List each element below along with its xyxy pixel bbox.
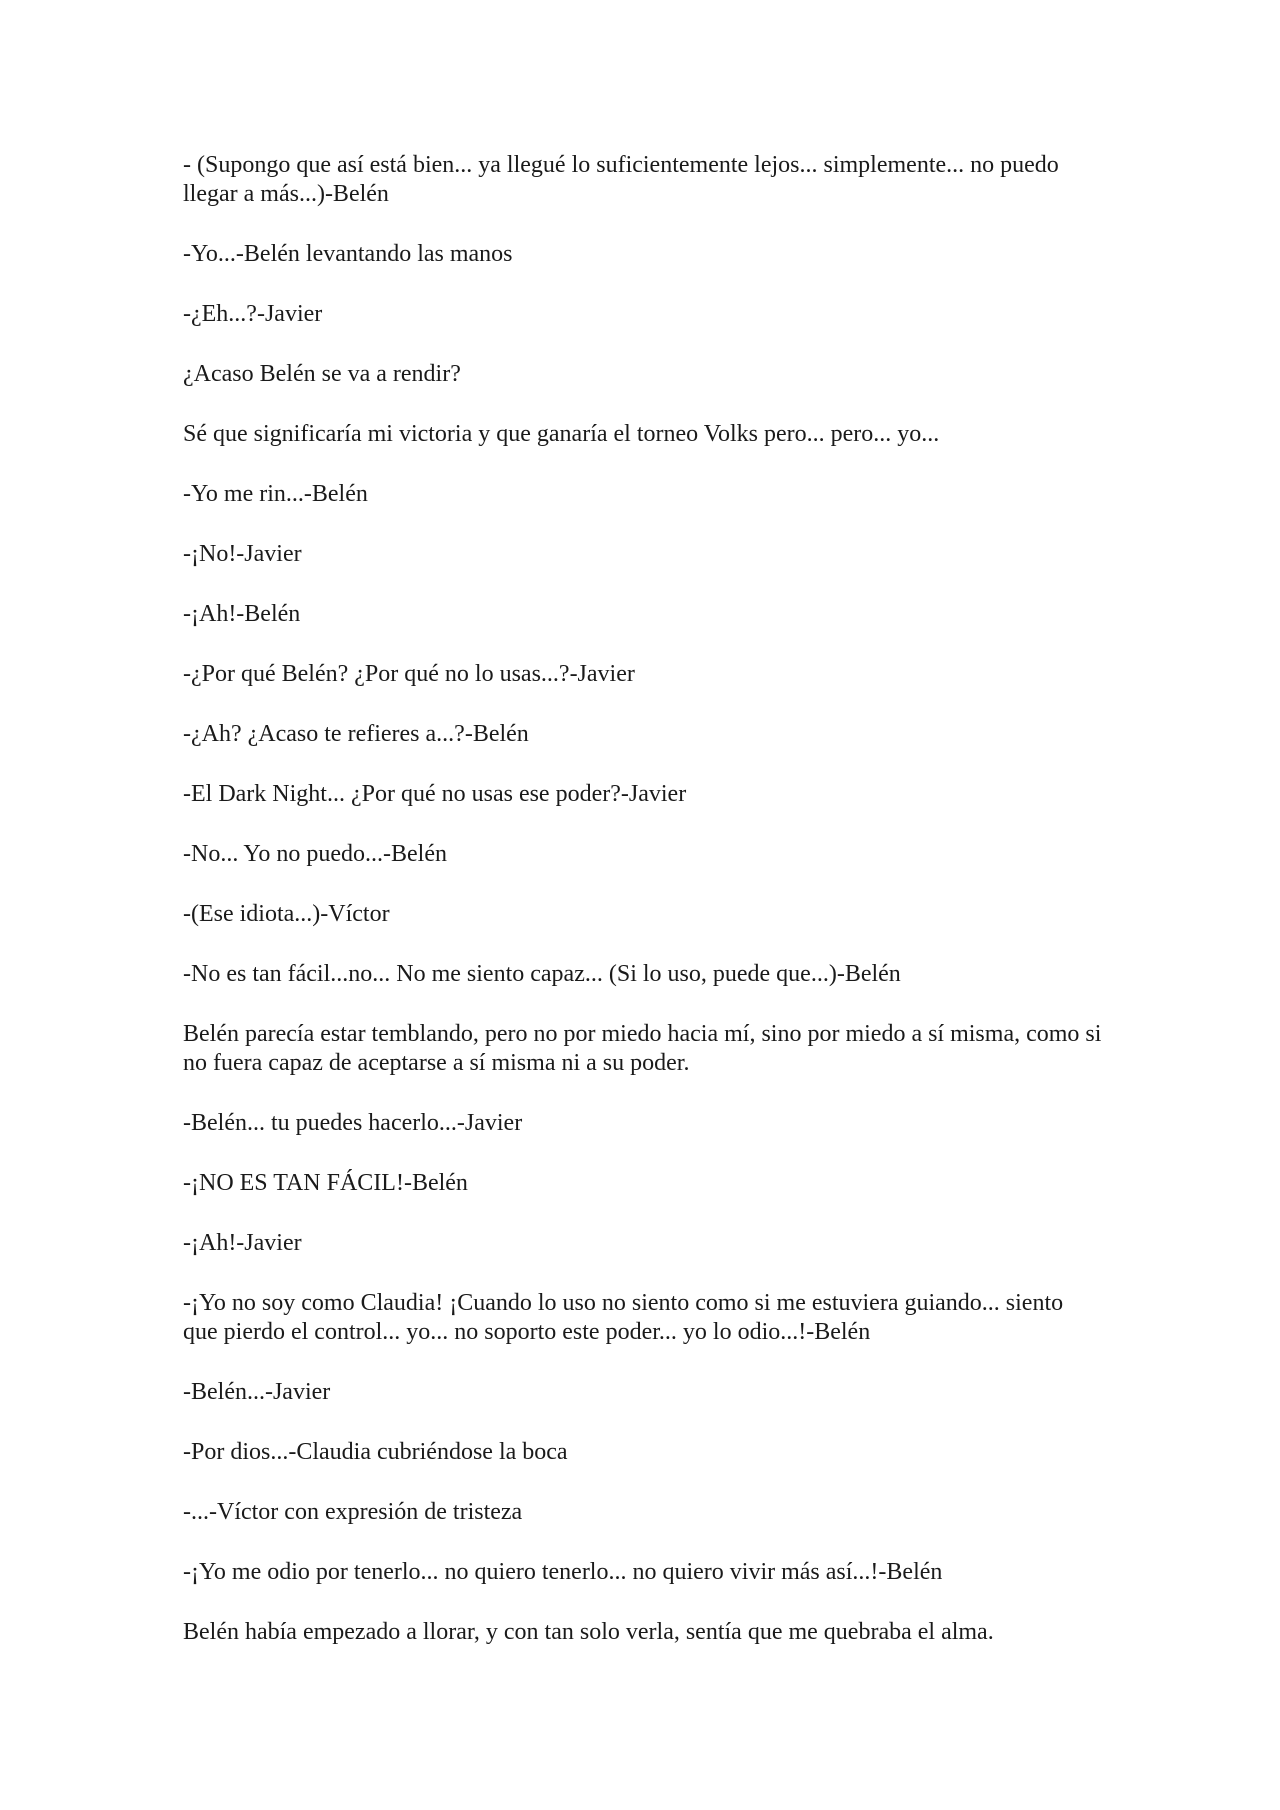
paragraph: -(Ese idiota...)-Víctor: [183, 901, 390, 927]
paragraph: -¿Ah? ¿Acaso te refieres a...?-Belén: [183, 721, 529, 747]
paragraph: -Yo...-Belén levantando las manos: [183, 241, 513, 267]
paragraph: -¡Yo no soy como Claudia! ¡Cuando lo uso no siento como si me estuviera guiando... siento que pierdo el control... yo... no soporto este poder... yo lo odio...!-Belén: [183, 1290, 1064, 1345]
paragraph: -Belén... tu puedes hacerlo...-Javier: [183, 1110, 523, 1136]
paragraph: Belén había empezado a llorar, y con tan solo verla, sentía que me quebraba el alma.: [183, 1619, 994, 1645]
paragraph: -¡Yo me odio por tenerlo... no quiero tenerlo... no quiero vivir más así...!-Belén: [183, 1559, 943, 1585]
document-body: [183, 151, 1103, 1678]
paragraph: -¿Eh...?-Javier: [183, 301, 323, 327]
paragraph: - (Supongo que así está bien... ya llegué lo suficientemente lejos... simplemente... no puedo llegar a más...)-Belén: [183, 152, 1059, 207]
paragraph: -¿Por qué Belén? ¿Por qué no lo usas...?-Javier: [183, 661, 635, 687]
paragraph: Belén parecía estar temblando, pero no por miedo hacia mí, sino por miedo a sí misma, como si no fuera capaz de aceptarse a sí misma ni a su poder.: [183, 1021, 1102, 1076]
paragraph: Sé que significaría mi victoria y que ganaría el torneo Volks pero... pero... yo...: [183, 421, 940, 447]
paragraph: -¡No!-Javier: [183, 541, 302, 567]
paragraph: -¡Ah!-Javier: [183, 1230, 302, 1256]
paragraph: -No... Yo no puedo...-Belén: [183, 841, 447, 867]
paragraph: -Por dios...-Claudia cubriéndose la boca: [183, 1439, 568, 1465]
paragraph: -El Dark Night... ¿Por qué no usas ese poder?-Javier: [183, 781, 687, 807]
paragraph: -¡NO ES TAN FÁCIL!-Belén: [183, 1170, 468, 1196]
paragraph: -¡Ah!-Belén: [183, 601, 301, 627]
paragraph: -Yo me rin...-Belén: [183, 481, 368, 507]
paragraph: -Belén...-Javier: [183, 1379, 331, 1405]
paragraph: -...-Víctor con expresión de tristeza: [183, 1499, 523, 1525]
paragraph: -No es tan fácil...no... No me siento capaz... (Si lo uso, puede que...)-Belén: [183, 961, 901, 987]
paragraph: ¿Acaso Belén se va a rendir?: [183, 361, 461, 387]
